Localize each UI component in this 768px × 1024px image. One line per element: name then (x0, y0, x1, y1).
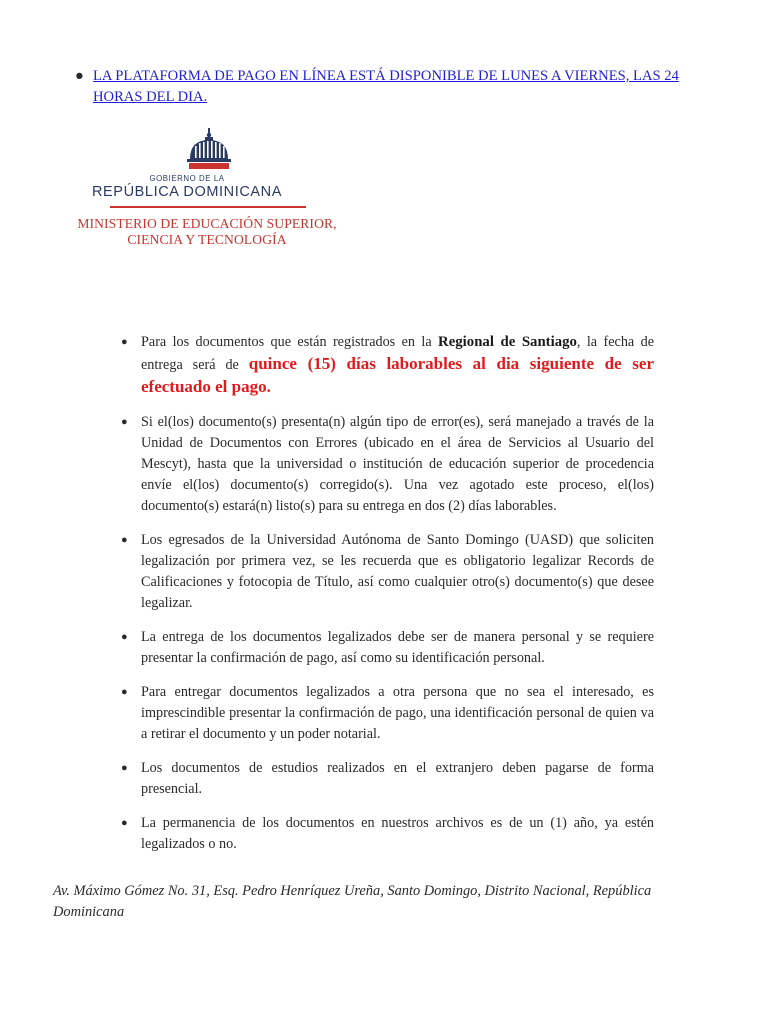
logo-ministerio-line1: MINISTERIO DE EDUCACIÓN SUPERIOR, (77, 216, 337, 231)
logo-republica-text: REPÚBLICA DOMINICANA (91, 184, 283, 200)
bullet-icon: ● (121, 817, 128, 829)
list-item (119, 627, 654, 669)
logo-gobierno-text: GOBIERNO DE LA (149, 174, 225, 183)
payment-platform-link[interactable]: LA PLATAFORMA DE PAGO EN LÍNEA ESTÁ DISPONIBLE DE LUNES A VIERNES, LAS 24 HORAS DEL DIA. (93, 68, 679, 105)
list-item (119, 530, 654, 614)
bullet-icon: ● (121, 416, 128, 428)
list-item-text: Los egresados de la Universidad Autónoma de Santo Domingo (UASD) que soliciten legalización por primera vez, se les recuerda que es obligatorio legalizar Records de Calificaciones y fotocopia de Título, así como cualquier otro(s) documento(s) que desee legalizar. (141, 532, 654, 611)
bullet-icon: ● (121, 686, 128, 698)
list-item-text: Si el(los) documento(s) presenta(n) algún tipo de error(es), será manejado a través de la Unidad de Documentos con Errores (ubicado en el área de Servicios al Usuario del Mescyt), hasta que la universidad o institución de educación superior de procedencia envíe el(los) documento(s) corregido(s). Una vez agotado este proceso, el(los) documento(s) estará(n) listo(s) para su entrega en dos (2) días laborables. (141, 414, 654, 514)
list-item (119, 758, 654, 800)
list-item-text: Los documentos de estudios realizados en el extranjero deben pagarse de forma presencial. (141, 760, 654, 797)
list-item (119, 813, 654, 855)
bullet-icon: ● (75, 68, 84, 84)
item-text-part: , la fecha de entrega será de (141, 334, 655, 373)
bullet-icon: ● (121, 336, 128, 348)
address-text: Av. Máximo Gómez No. 31, Esq. Pedro Henríquez Ureña, Santo Domingo, Distrito Nacional, República Dominicana (53, 883, 652, 920)
list-item (119, 682, 654, 745)
bullet-icon: ● (121, 631, 128, 643)
list-item (119, 332, 654, 399)
ministry-logo (72, 128, 362, 248)
logo-divider (110, 206, 306, 208)
info-list (119, 332, 654, 868)
bullet-icon: ● (121, 534, 128, 546)
bullet-icon: ● (121, 762, 128, 774)
list-item-text: Para entregar documentos legalizados a otra persona que no sea el interesado, es imprescindible presentar la confirmación de pago, una identificación personal de quien va a retirar el documento y un poder notarial. (141, 684, 654, 742)
list-item-text: La permanencia de los documentos en nuestros archivos es de un (1) año, ya estén legalizados o no. (141, 815, 654, 852)
payment-platform-notice (75, 66, 705, 108)
regional-santiago-text: Regional de Santiago (438, 334, 577, 350)
capitol-dome-icon (184, 128, 234, 172)
logo-ministerio-line2: CIENCIA Y TECNOLOGÍA (127, 232, 287, 247)
item-text-part: Para los documentos que están registrados en la (141, 334, 439, 350)
list-item-text: La entrega de los documentos legalizados debe ser de manera personal y se requiere presentar la confirmación de pago, así como su identificación personal. (141, 629, 654, 666)
delivery-time-highlight: quince (15) días laborables al dia siguiente de ser efectuado el pago. (141, 354, 654, 396)
list-item (119, 412, 654, 517)
